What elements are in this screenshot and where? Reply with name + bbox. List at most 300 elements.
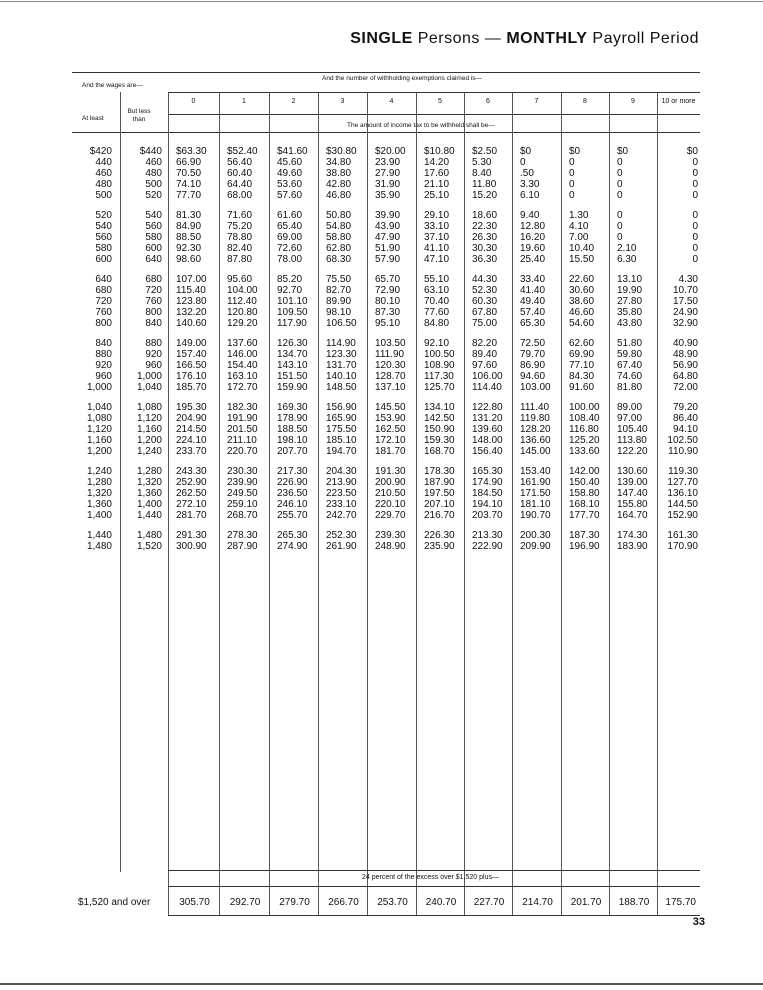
tax-value: 175.50 — [326, 424, 357, 435]
tax-value: 165.90 — [326, 413, 357, 424]
tax-value: 188.50 — [277, 424, 308, 435]
tax-value: 89.90 — [326, 296, 352, 307]
column-number: 9 — [631, 98, 635, 105]
at-least-value: 600 — [95, 254, 112, 265]
tax-value: 2.10 — [617, 243, 637, 254]
table-row — [72, 232, 700, 243]
tax-value: $2.50 — [472, 146, 498, 157]
tax-header: The amount of income tax to be withheld shall be— — [347, 122, 495, 129]
tax-value: 50.80 — [326, 210, 352, 221]
tax-value: 223.50 — [326, 488, 357, 499]
tax-value: 82.20 — [472, 338, 498, 349]
over-value: 253.70 — [377, 897, 408, 908]
tax-value: 56.90 — [672, 360, 698, 371]
over-value: 240.70 — [425, 897, 457, 908]
tax-value: 0 — [692, 210, 698, 221]
tax-value: 27.80 — [617, 296, 643, 307]
table-row — [72, 210, 700, 221]
tax-value: 171.50 — [520, 488, 551, 499]
tax-value: 0 — [569, 190, 575, 201]
table-row — [72, 499, 700, 510]
tax-value: 43.80 — [617, 318, 643, 329]
tax-value: 12.80 — [520, 221, 546, 232]
at-least-value: 520 — [95, 210, 112, 221]
column-number: 0 — [191, 98, 196, 105]
tax-value: 0 — [692, 157, 698, 168]
tax-value: 111.40 — [520, 402, 550, 413]
tax-value: 233.70 — [176, 446, 207, 457]
tax-value: 100.50 — [424, 349, 455, 360]
tax-value: 46.60 — [569, 307, 595, 318]
table-row — [72, 190, 700, 201]
tax-value: 107.00 — [176, 274, 207, 285]
tax-value: 230.30 — [227, 466, 258, 477]
tax-value: 15.50 — [569, 254, 595, 265]
tax-value: 300.90 — [176, 541, 207, 552]
but-less-value: 1,160 — [136, 424, 162, 435]
table-row — [72, 466, 700, 477]
tax-value: 82.40 — [227, 243, 253, 254]
column-number: 3 — [340, 98, 345, 105]
tax-value: 128.70 — [375, 371, 406, 382]
tax-value: 58.80 — [326, 232, 352, 243]
tax-value: 184.50 — [472, 488, 503, 499]
tax-value: 123.30 — [326, 349, 357, 360]
tax-value: 120.30 — [375, 360, 406, 371]
but-less-value: 1,000 — [136, 371, 162, 382]
at-least-value: 960 — [95, 371, 112, 382]
tax-value: 71.60 — [227, 210, 253, 221]
tax-value: 129.20 — [227, 318, 258, 329]
tax-value: 222.90 — [472, 541, 503, 552]
tax-value: 68.00 — [227, 190, 253, 201]
tax-value: 70.40 — [424, 296, 450, 307]
tax-value: 35.80 — [617, 307, 643, 318]
table-row — [72, 274, 700, 285]
tax-value: 239.30 — [375, 530, 406, 541]
tax-value: 86.90 — [520, 360, 546, 371]
tax-value: 159.90 — [277, 382, 308, 393]
tax-value: 140.60 — [176, 318, 207, 329]
tax-value: 168.10 — [569, 499, 600, 510]
tax-value: 47.10 — [424, 254, 450, 265]
table-row — [72, 371, 700, 382]
tax-value: 54.60 — [569, 318, 595, 329]
tax-value: 67.40 — [617, 360, 643, 371]
tax-value: 25.40 — [520, 254, 546, 265]
but-less-value: 540 — [145, 210, 162, 221]
at-least-value: 640 — [95, 274, 112, 285]
at-least-value: 1,040 — [86, 402, 112, 413]
tax-value: 102.50 — [667, 435, 698, 446]
tax-value: 217.30 — [277, 466, 308, 477]
over-value: 188.70 — [618, 897, 650, 908]
tax-value: 120.80 — [227, 307, 258, 318]
tax-value: 30.30 — [472, 243, 498, 254]
tax-value: 89.00 — [617, 402, 643, 413]
tax-value: 35.90 — [375, 190, 401, 201]
tax-value: 150.40 — [569, 477, 600, 488]
tax-value: 0 — [617, 190, 623, 201]
tax-value: 200.90 — [375, 477, 406, 488]
tax-value: 236.50 — [277, 488, 308, 499]
tax-value: 259.10 — [227, 499, 258, 510]
tax-value: 15.20 — [472, 190, 498, 201]
tax-value: 53.60 — [277, 179, 303, 190]
tax-value: 52.30 — [472, 285, 498, 296]
table-row — [72, 477, 700, 488]
tax-value: 65.70 — [375, 274, 401, 285]
but-less-value: 1,200 — [136, 435, 162, 446]
tax-value: 34.80 — [326, 157, 352, 168]
but-less-value: 560 — [145, 221, 162, 232]
tax-value: 8.40 — [472, 168, 492, 179]
tax-value: 98.10 — [326, 307, 352, 318]
table-row — [72, 541, 700, 552]
but-less-value: 1,120 — [136, 413, 162, 424]
top-edge-line — [0, 1, 763, 2]
tax-value: 23.90 — [375, 157, 401, 168]
tax-value: 84.90 — [176, 221, 202, 232]
tax-value: 94.10 — [672, 424, 698, 435]
but-less-value: 1,280 — [136, 466, 162, 477]
at-least-value: 540 — [95, 221, 112, 232]
tax-value: 85.20 — [277, 274, 303, 285]
tax-value: 148.50 — [326, 382, 357, 393]
tax-value: 74.10 — [176, 179, 202, 190]
tax-value: 203.70 — [472, 510, 503, 521]
table-row — [72, 307, 700, 318]
tax-value: 151.50 — [277, 371, 308, 382]
table-row — [72, 221, 700, 232]
tax-value: 51.90 — [375, 243, 401, 254]
tax-value: 109.50 — [277, 307, 308, 318]
tax-value: 113.80 — [617, 435, 647, 446]
tax-value: 0 — [520, 157, 526, 168]
tax-value: 44.30 — [472, 274, 498, 285]
tax-value: 105.40 — [617, 424, 648, 435]
tax-value: 84.80 — [424, 318, 450, 329]
tax-value: 17.50 — [672, 296, 698, 307]
tax-value: 0 — [569, 179, 575, 190]
over-value: 227.70 — [473, 897, 505, 908]
tax-value: 54.80 — [326, 221, 352, 232]
tax-value: 153.40 — [520, 466, 551, 477]
tax-value: 246.10 — [277, 499, 308, 510]
tax-value: 66.90 — [176, 157, 202, 168]
over-value: 175.70 — [665, 897, 696, 908]
tax-value: 255.70 — [277, 510, 308, 521]
page-title — [350, 30, 699, 48]
tax-value: 64.80 — [672, 371, 698, 382]
tax-value: 114.90 — [326, 338, 356, 349]
tax-value: 136.10 — [667, 488, 698, 499]
tax-value: $0 — [686, 146, 698, 157]
tax-value: 194.10 — [472, 499, 503, 510]
tax-value: 38.60 — [569, 296, 595, 307]
tax-value: 0 — [617, 232, 623, 243]
tax-value: 144.50 — [667, 499, 698, 510]
at-least-value: 1,160 — [86, 435, 112, 446]
over-label: $1,520 and over — [78, 897, 151, 908]
tax-value: 216.70 — [424, 510, 455, 521]
tax-value: 41.40 — [520, 285, 546, 296]
tax-value: 148.00 — [472, 435, 503, 446]
tax-value: 81.30 — [176, 210, 202, 221]
tax-value: 111.90 — [375, 349, 405, 360]
tax-value: 214.50 — [176, 424, 207, 435]
tax-value: 136.60 — [520, 435, 551, 446]
tax-value: 154.40 — [227, 360, 258, 371]
tax-value: 9.40 — [520, 210, 540, 221]
but-less-value: 640 — [145, 254, 162, 265]
tax-value: 204.90 — [176, 413, 207, 424]
tax-value: 108.40 — [569, 413, 600, 424]
tax-value: 89.40 — [472, 349, 498, 360]
tax-value: 196.90 — [569, 541, 600, 552]
tax-value: 38.80 — [326, 168, 352, 179]
tax-value: 75.00 — [472, 318, 498, 329]
exemptions-rule — [168, 92, 700, 93]
tax-value: $41.60 — [277, 146, 308, 157]
tax-value: 31.90 — [375, 179, 401, 190]
tax-value: 57.60 — [277, 190, 303, 201]
tax-value: 242.70 — [326, 510, 357, 521]
tax-value: 3.30 — [520, 179, 540, 190]
table-row — [72, 402, 700, 413]
table-row — [72, 179, 700, 190]
wages-header: And the wages are— — [82, 82, 143, 89]
tax-value: 75.20 — [227, 221, 253, 232]
tax-value: 69.00 — [277, 232, 303, 243]
tax-value: 226.90 — [277, 477, 308, 488]
tax-value: 4.30 — [678, 274, 698, 285]
tax-value: 49.60 — [277, 168, 303, 179]
tax-value: 213.30 — [472, 530, 503, 541]
at-least-value: 1,280 — [86, 477, 112, 488]
tax-value: 46.80 — [326, 190, 352, 201]
at-least-value: 1,440 — [86, 530, 112, 541]
tax-value: 153.90 — [375, 413, 406, 424]
tax-value: 92.30 — [176, 243, 202, 254]
tax-value: 60.40 — [227, 168, 253, 179]
tax-value: 63.10 — [424, 285, 450, 296]
tax-value: 210.50 — [375, 488, 406, 499]
tax-value: 198.10 — [277, 435, 308, 446]
at-least-value: 840 — [95, 338, 112, 349]
but-less-value: 800 — [145, 307, 162, 318]
tax-value: 0 — [617, 221, 623, 232]
tax-value: 265.30 — [277, 530, 308, 541]
tax-value: 75.50 — [326, 274, 352, 285]
tax-value: 272.10 — [176, 499, 207, 510]
tax-value: 10.70 — [672, 285, 698, 296]
tax-value: 14.20 — [424, 157, 450, 168]
tax-value: 191.90 — [227, 413, 258, 424]
table-row — [72, 360, 700, 371]
but-less-value: 1,320 — [136, 477, 162, 488]
tax-value: 137.60 — [227, 338, 258, 349]
column-number: 4 — [389, 98, 394, 105]
tax-value: 131.70 — [326, 360, 357, 371]
tax-value: 86.40 — [672, 413, 698, 424]
but-less-value: 600 — [145, 243, 162, 254]
table-row — [72, 446, 700, 457]
tax-value: 69.90 — [569, 349, 595, 360]
table-row — [72, 488, 700, 499]
tax-value: 92.70 — [277, 285, 303, 296]
tax-value: 0 — [692, 243, 698, 254]
tax-value: 155.80 — [617, 499, 648, 510]
tax-value: 243.30 — [176, 466, 207, 477]
tax-value: $0 — [520, 146, 532, 157]
table-row — [72, 382, 700, 393]
at-least-value: $420 — [89, 146, 112, 157]
table-row — [72, 296, 700, 307]
tax-value: 49.40 — [520, 296, 546, 307]
tax-value: 42.80 — [326, 179, 352, 190]
at-least-value: 560 — [95, 232, 112, 243]
exemptions-header: And the number of withholding exemptions claimed is— — [322, 75, 483, 82]
but-less-value: 580 — [145, 232, 162, 243]
tax-value: 194.70 — [326, 446, 357, 457]
at-least-value: 1,080 — [86, 413, 112, 424]
tax-value: 117.30 — [424, 371, 454, 382]
tax-value: 7.00 — [569, 232, 589, 243]
tax-value: 183.90 — [617, 541, 648, 552]
tax-value: 72.90 — [375, 285, 401, 296]
tax-value: 185.70 — [176, 382, 207, 393]
tax-value: 134.70 — [277, 349, 308, 360]
tax-value: 226.30 — [424, 530, 455, 541]
tax-value: 77.70 — [176, 190, 202, 201]
title-monthly: MONTHLY — [506, 30, 588, 47]
table-row — [72, 435, 700, 446]
at-least-value: 1,320 — [86, 488, 112, 499]
tax-value: 278.30 — [227, 530, 258, 541]
tax-value: 67.80 — [472, 307, 498, 318]
tax-value: 19.60 — [520, 243, 546, 254]
at-least-value: 800 — [95, 318, 112, 329]
tax-value: 143.10 — [277, 360, 308, 371]
table-row — [72, 318, 700, 329]
at-least-value: 460 — [95, 168, 112, 179]
tax-value: 112.40 — [227, 296, 257, 307]
tax-value: 0 — [692, 254, 698, 265]
tax-value: 262.50 — [176, 488, 207, 499]
but-less-value: 840 — [145, 318, 162, 329]
tax-value: 117.90 — [277, 318, 307, 329]
at-least-value: 920 — [95, 360, 112, 371]
tax-value: 11.80 — [472, 179, 497, 190]
but-less-value: 480 — [145, 168, 162, 179]
tax-value: 87.30 — [375, 307, 401, 318]
columns-rule — [168, 114, 700, 115]
at-least-value: 500 — [95, 190, 112, 201]
table-row — [72, 530, 700, 541]
tax-value: 65.40 — [277, 221, 303, 232]
tax-value: 80.10 — [375, 296, 401, 307]
table-row — [72, 338, 700, 349]
tax-value: 78.00 — [277, 254, 303, 265]
tax-value: 268.70 — [227, 510, 258, 521]
tax-value: 40.90 — [672, 338, 698, 349]
tax-value: 220.10 — [375, 499, 406, 510]
tax-value: 95.60 — [227, 274, 253, 285]
tax-value: 182.30 — [227, 402, 258, 413]
at-least-value: 1,360 — [86, 499, 112, 510]
at-least-value: 1,240 — [86, 466, 112, 477]
column-number: 8 — [583, 98, 587, 105]
tax-value: 207.10 — [424, 499, 455, 510]
tax-value: 201.50 — [227, 424, 258, 435]
but-less-value: 920 — [145, 349, 162, 360]
tax-value: 134.10 — [424, 402, 455, 413]
tax-value: 166.50 — [176, 360, 207, 371]
tax-value: 47.90 — [375, 232, 401, 243]
tax-value: 103.50 — [375, 338, 406, 349]
table-top-rule — [72, 72, 700, 73]
but-less-value: 1,080 — [136, 402, 162, 413]
tax-value: 185.10 — [326, 435, 357, 446]
tax-value: 156.40 — [472, 446, 503, 457]
tax-value: .50 — [520, 168, 534, 179]
tax-value: 178.90 — [277, 413, 308, 424]
tax-value: 81.80 — [617, 382, 643, 393]
tax-value: 197.50 — [424, 488, 455, 499]
but-less-value: 1,440 — [136, 510, 162, 521]
tax-value: 61.60 — [277, 210, 303, 221]
at-least-value: 1,200 — [86, 446, 112, 457]
tax-value: 150.90 — [424, 424, 455, 435]
tax-value: 27.90 — [375, 168, 401, 179]
tax-value: 152.90 — [667, 510, 698, 521]
tax-value: 84.30 — [569, 371, 595, 382]
tax-value: 125.20 — [569, 435, 600, 446]
tax-value: 79.20 — [672, 402, 698, 413]
tax-value: 22.30 — [472, 221, 498, 232]
table-row — [72, 243, 700, 254]
tax-value: 209.90 — [520, 541, 551, 552]
tax-value: 41.10 — [424, 243, 450, 254]
tax-value: 32.90 — [672, 318, 698, 329]
tax-value: 36.30 — [472, 254, 498, 265]
tax-value: 133.60 — [569, 446, 600, 457]
table-row — [72, 157, 700, 168]
tax-value: 159.30 — [424, 435, 455, 446]
tax-value: 55.10 — [424, 274, 450, 285]
tax-value: 139.60 — [472, 424, 503, 435]
table-row — [72, 254, 700, 265]
tax-value: 137.10 — [375, 382, 406, 393]
tax-value: 157.40 — [176, 349, 207, 360]
tax-value: 156.90 — [326, 402, 357, 413]
tax-value: 140.10 — [326, 371, 357, 382]
tax-value: 108.90 — [424, 360, 455, 371]
excess-top-rule — [168, 870, 700, 871]
bottom-edge-line — [0, 983, 763, 985]
tax-value: 131.20 — [472, 413, 503, 424]
tax-value: 176.10 — [176, 371, 207, 382]
tax-value: 95.10 — [375, 318, 401, 329]
but-less-header: But less than — [127, 108, 151, 123]
tax-value: 248.90 — [375, 541, 406, 552]
tax-value: 72.60 — [277, 243, 303, 254]
tax-value: 100.00 — [569, 402, 600, 413]
tax-value: 169.30 — [277, 402, 308, 413]
tax-value: 91.60 — [569, 382, 595, 393]
title-payroll-period: Payroll Period — [587, 30, 699, 47]
